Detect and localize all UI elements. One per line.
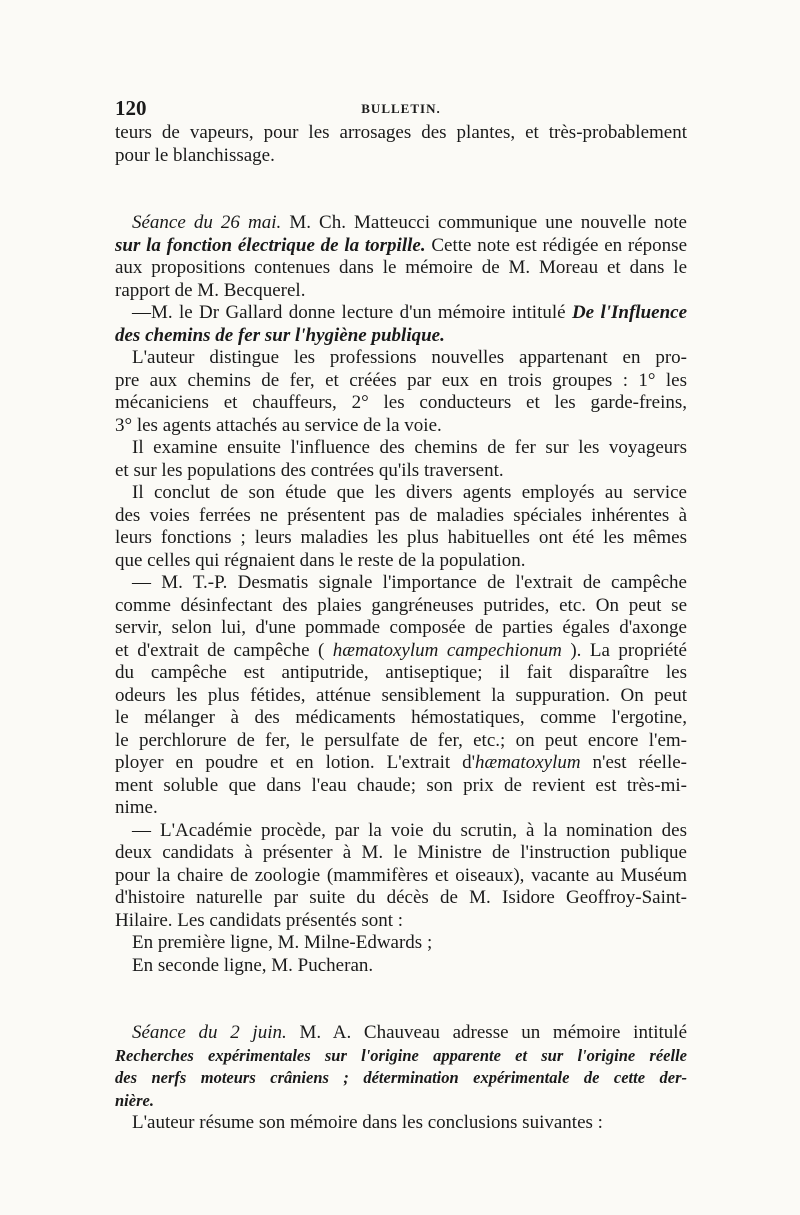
text-line: deux candidats à présenter à M. le Ministre de l'instruction publique bbox=[115, 842, 687, 863]
text-line: comme désinfectant des plaies gangréneuses putrides, etc. On peut se bbox=[115, 594, 687, 616]
body-text bbox=[115, 122, 687, 1135]
text-line: En première ligne, M. Milne-Edwards ; bbox=[132, 932, 433, 953]
page bbox=[115, 96, 687, 1135]
text-line: — L'Académie procède, par la voie du scrutin, à la nomination des bbox=[132, 819, 687, 841]
page-number: 120 bbox=[115, 96, 147, 120]
text-line: Séance du 26 mai. M. Ch. Matteucci communique une nouvelle note bbox=[132, 212, 687, 233]
text-line: Il examine ensuite l'influence des chemins de fer sur les voyageurs bbox=[132, 437, 687, 458]
text-line: L'auteur distingue les professions nouvelles appartenant en pro- bbox=[132, 347, 687, 368]
text-line: d'histoire naturelle par suite du décès de M. Isidore Geoffroy-Saint- bbox=[115, 887, 687, 908]
text-line: pre aux chemins de fer, et créées par eux en trois groupes : 1° les bbox=[115, 369, 687, 391]
text-line: des chemins de fer sur l'hygiène publique. bbox=[115, 324, 445, 346]
text-line: Il conclut de son étude que les divers agents employés au service bbox=[132, 482, 687, 503]
text-line: Séance du 2 juin. M. A. Chauveau adresse un mémoire intitulé bbox=[132, 1022, 687, 1043]
text-line: et d'extrait de campêche ( hæmatoxylum campechionum ). La propriété bbox=[115, 639, 687, 661]
running-header bbox=[115, 96, 687, 122]
running-title: BULLETIN. bbox=[361, 101, 441, 116]
text-line: — M. T.-P. Desmatis signale l'importance de l'extrait de campêche bbox=[132, 572, 687, 593]
text-line: le perchlorure de fer, le persulfate de fer, etc.; on peut encore l'em- bbox=[115, 729, 687, 751]
text-line: nière. bbox=[115, 1090, 154, 1110]
text-line: sur la fonction électrique de la torpille. Cette note est rédigée en réponse bbox=[115, 234, 687, 256]
text-line: 3° les agents attachés au service de la voie. bbox=[115, 414, 442, 436]
text-line: pour la chaire de zoologie (mammifères et oiseaux), vacante au Muséum bbox=[115, 864, 687, 886]
text-line: —M. le Dr Gallard donne lecture d'un mémoire intitulé De l'Influence bbox=[132, 302, 687, 323]
paragraph-gap bbox=[115, 977, 687, 1022]
text-line: que celles qui régnaient dans le reste de la population. bbox=[115, 549, 526, 571]
text-line: ployer en poudre et en lotion. L'extrait d'hæmatoxylum n'est réelle- bbox=[115, 752, 687, 773]
text-line: servir, selon lui, d'une pommade composée de parties égales d'axonge bbox=[115, 617, 687, 638]
text-line: le mélanger à des médicaments hémostatiques, comme l'ergotine, bbox=[115, 707, 687, 728]
text-line: des nerfs moteurs crâniens ; détermination expérimentale de cette der- bbox=[115, 1068, 687, 1087]
text-line: L'auteur résume son mémoire dans les conclusions suivantes : bbox=[132, 1112, 603, 1133]
text-line: teurs de vapeurs, pour les arrosages des plantes, et très-probablement bbox=[115, 122, 687, 143]
text-line: leurs fonctions ; leurs maladies les plus habituelles ont été les mêmes bbox=[115, 527, 687, 548]
text-line: des voies ferrées ne présentent pas de maladies spéciales inhérentes à bbox=[115, 504, 687, 526]
text-line: et sur les populations des contrées qu'ils traversent. bbox=[115, 459, 504, 481]
text-line: nime. bbox=[115, 797, 158, 818]
paragraph-gap bbox=[115, 167, 687, 212]
text-line: rapport de M. Becquerel. bbox=[115, 279, 306, 301]
text-line: pour le blanchissage. bbox=[115, 144, 275, 166]
text-line: odeurs les plus fétides, atténue sensiblement la suppuration. On peut bbox=[115, 684, 687, 706]
text-line: Hilaire. Les candidats présentés sont : bbox=[115, 909, 404, 931]
text-line: ment soluble que dans l'eau chaude; son prix de revient est très-mi- bbox=[115, 774, 687, 796]
text-line: En seconde ligne, M. Pucheran. bbox=[132, 954, 374, 976]
text-line: Recherches expérimentales sur l'origine apparente et sur l'origine réelle bbox=[115, 1045, 687, 1065]
text-line: du campêche est antiputride, antiseptique; il fait disparaître les bbox=[115, 662, 687, 683]
text-line: aux propositions contenues dans le mémoire de M. Moreau et dans le bbox=[115, 257, 687, 278]
text-line: mécaniciens et chauffeurs, 2° les conducteurs et les garde-freins, bbox=[115, 392, 687, 413]
